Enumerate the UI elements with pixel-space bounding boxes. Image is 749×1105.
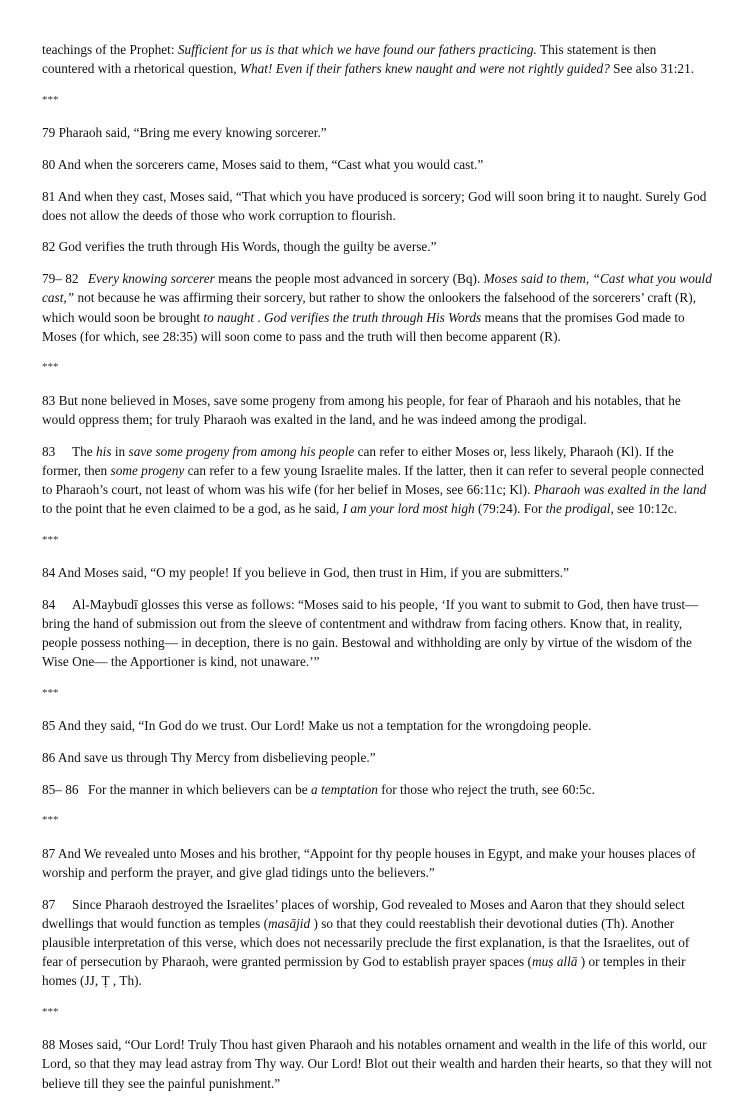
section-separator: *** xyxy=(42,687,59,700)
text-run: teachings of the Prophet: xyxy=(42,42,178,57)
text-run: ) or temples in their homes (JJ, Ṭ , Th). xyxy=(42,954,686,989)
text-run: 83 But none believed in Moses, save some progeny from among his people, for fear of Pharaoh and his notables, that he would oppress them; for truly Pharaoh was exalted in the land, and he was indeed among the prodigal. xyxy=(42,392,681,427)
verse-paragraph xyxy=(42,391,712,429)
text-run: For the manner in which believers can be xyxy=(88,781,312,797)
text-run: to the point that he even claimed to be a god, as he said, xyxy=(42,501,343,517)
section-separator: *** xyxy=(42,361,59,374)
italic-quote: some progeny xyxy=(110,462,185,478)
section-separator: *** xyxy=(42,1006,59,1019)
italic-quote: Pharaoh was exalted in the land xyxy=(533,481,707,497)
text-run: not because he was affirming their sorcery, but rather to show the onlookers the falsehood of the sorcerers’ craft (R), which would soon be brought xyxy=(42,290,697,325)
text-run: for those who reject the truth, see 60:5c. xyxy=(377,781,595,797)
italic-quote: What! Even if their fathers knew naught and were not rightly guided? xyxy=(239,61,610,77)
commentary-paragraph xyxy=(42,442,712,519)
text-run: 84 And Moses said, “O my people! If you believe in God, then trust in Him, if you are submitters.” xyxy=(42,565,569,581)
italic-quote: his xyxy=(96,443,112,459)
verse-paragraph xyxy=(42,237,712,256)
commentary-verse-number: 79– 82 xyxy=(42,271,79,287)
text-run: 79 Pharaoh said, “Bring me every knowing sorcerer.” xyxy=(42,125,327,141)
text-run: 82 God verifies the truth through His Words, though the guilty be averse.” xyxy=(42,239,437,255)
commentary-verse-number: 83 xyxy=(42,443,56,459)
italic-quote: to naught xyxy=(203,309,255,325)
italic-quote: masājid xyxy=(268,915,311,931)
text-run: 88 Moses said, “Our Lord! Truly Thou hast given Pharaoh and his notables ornament and wealth in the life of this world, our Lord, so that they may lead astray from Thy way. Our Lord! Blot out their wealth and harden their hearts, so that they will not believe till they see the painful punishment.” xyxy=(42,1037,712,1091)
italic-quote: a temptation xyxy=(311,781,378,797)
commentary-paragraph xyxy=(42,595,712,672)
verse-paragraph xyxy=(42,748,712,767)
text-run: Since Pharaoh destroyed the Israelites’ places of worship, God revealed to Moses and Aaron that they should select dwellings that would function as temples ( xyxy=(42,896,685,931)
text-run: can refer to a few young Israelite males. If the latter, then it can refer to several people connected to Pharaoh’s court, not least of whom was his wife (for her belief in Moses, see 66:11c; Kl). xyxy=(42,462,704,497)
commentary-paragraph xyxy=(42,780,712,799)
italic-quote: Every knowing sorcerer xyxy=(88,271,215,287)
verse-paragraph xyxy=(42,716,712,735)
verse-paragraph xyxy=(42,563,712,582)
italic-quote: God verifies the truth through His Words xyxy=(264,309,482,325)
verse-paragraph xyxy=(42,187,712,225)
verse-paragraph xyxy=(42,155,712,174)
text-run: (79:24). For xyxy=(474,501,546,517)
text-run: means that the promises God made to Moses (for which, see 28:35) will soon come to pass and the truth will then become apparent (R). xyxy=(42,309,685,344)
italic-quote: Moses said to them, “Cast what you would cast,” xyxy=(42,271,712,306)
text-run: means the people most advanced in sorcery (Bq). xyxy=(214,271,484,287)
italic-quote: Sufficient for us is that which we have found our fathers practicing. xyxy=(177,42,537,57)
text-run: 80 And when the sorcerers came, Moses said to them, “Cast what you would cast.” xyxy=(42,156,484,172)
text-run: Al-Maybudī glosses this verse as follows: “Moses said to his people, ‘If you want to submit to God, then have trust— bring the hand of submission out from the sleeve of contentment and withdraw from facing others. Know that, in reality, people possess nothing— in deception, there is no gain. Bestowal and withholding are only by virtue of the wisdom of the Wise One— the Apportioner is kind, not unaware.’” xyxy=(42,596,699,670)
text-run: The xyxy=(72,443,96,459)
verse-paragraph xyxy=(42,123,712,142)
section-separator: *** xyxy=(42,814,59,827)
text-run: 81 And when they cast, Moses said, “That which you have produced is sorcery; God will soon bring it to naught. Surely God does not allow the deeds of those who work corruption to flourish. xyxy=(42,188,707,223)
text-run: can refer to either Moses or, less likely, Pharaoh (Kl). If the former, then xyxy=(42,443,674,478)
text-run: in xyxy=(111,443,129,459)
italic-quote: muṣ allā xyxy=(531,954,578,970)
text-run: 86 And save us through Thy Mercy from disbelieving people.” xyxy=(42,749,376,765)
text-run: ) so that they could reestablish their devotional duties (Th). Another plausible interpretation of this verse, which does not necessarily preclude the first explanation, is that the Israelites, out of fear of persecution by Pharaoh, were granted permission by God to establish prayer spaces ( xyxy=(42,915,690,970)
text-run: see 10:12c. xyxy=(613,501,677,517)
italic-quote: the prodigal, xyxy=(545,501,614,517)
text-run: 85 And they said, “In God do we trust. Our Lord! Make us not a temptation for the wrongdoing people. xyxy=(42,718,592,734)
verse-paragraph xyxy=(42,844,712,882)
text-run: See also 31:21. xyxy=(609,61,695,77)
section-separator: *** xyxy=(42,93,59,106)
commentary-verse-number: 87 xyxy=(42,896,56,912)
text-run: This statement is then countered with a rhetorical question, xyxy=(42,42,657,77)
commentary-verse-number: 84 xyxy=(42,596,56,612)
text-run: 87 And We revealed unto Moses and his brother, “Appoint for thy people houses in Egypt, and make your houses places of worship and perform the prayer, and give glad tidings unto the believers.” xyxy=(42,845,696,880)
italic-quote: save some progeny from among his people xyxy=(128,443,355,459)
document-page xyxy=(42,40,712,1105)
text-run: . xyxy=(254,309,264,325)
commentary-paragraph xyxy=(42,40,712,78)
commentary-paragraph xyxy=(42,895,712,991)
commentary-paragraph xyxy=(42,269,712,346)
section-separator: *** xyxy=(42,533,59,546)
italic-quote: I am your lord most high xyxy=(342,501,475,517)
commentary-verse-number: 85– 86 xyxy=(42,781,79,797)
verse-paragraph xyxy=(42,1035,712,1093)
